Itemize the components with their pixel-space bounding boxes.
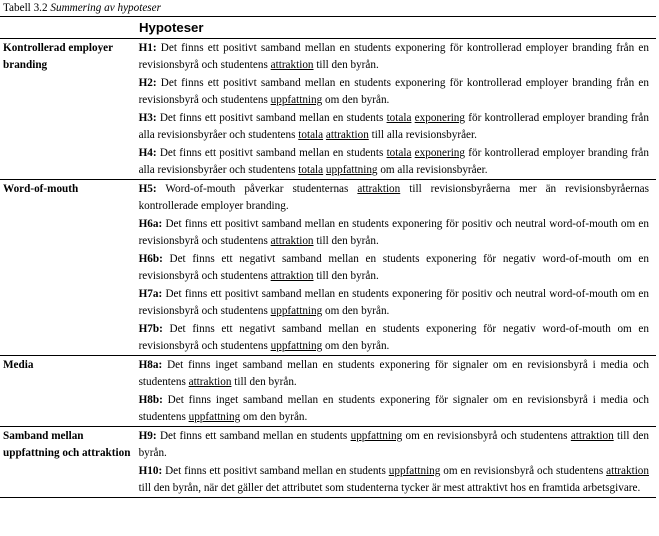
underlined-term: uppfattning [325,164,378,176]
hypothesis-code: H3: [138,112,157,124]
hypothesis [139,427,649,462]
hypothesis [139,356,649,391]
underlined-term: attraktion [270,270,314,282]
hypothesis [139,74,649,109]
hypothesis-text: Det finns inget samband mellan en students exponering för signaler om en revisionsbyrå i media och studentens [138,359,649,388]
underlined-term: attraktion [606,465,649,477]
hypothesis [139,109,649,144]
table-row [0,39,656,180]
hypothesis-text: om den byrån. [322,94,390,106]
hypothesis-code: H7b: [138,323,163,335]
hypothesis-code: H8b: [138,394,163,406]
table-row [0,356,656,427]
table-row [0,427,656,497]
hypothesis-code: H8a: [138,359,163,371]
hypothesis-text: till den byrån. [138,430,649,459]
underlined-term: uppfattning [188,411,241,423]
hypothesis-text: om den byrån. [322,340,390,352]
hypothesis-text: till revisionsbyråerna mer än revisionsbyråernas kontrollerade employer branding. [138,183,649,212]
underlined-term: uppfattning [270,340,323,352]
header-col1 [0,17,137,38]
hypothesis-text: Det finns ett negativt samband mellan en students exponering för negativ word-of-mouth om en revisionsbyrå och studentens [138,253,649,282]
header-col2: Hypoteser [139,20,204,35]
underlined-term: uppfattning [270,94,323,106]
underlined-term: attraktion [357,183,401,195]
underlined-term: attraktion [270,59,314,71]
hypothesis [139,462,649,497]
caption-number: Tabell 3.2 [3,2,48,14]
hypothesis-text: Det finns inget samband mellan en students exponering för signaler om en revisionsbyrå i media och studentens [138,394,649,423]
hypotheses-cell [137,39,656,179]
underlined-term: totala [386,147,412,159]
underlined-term: exponering [414,112,465,124]
hypothesis-text: om alla revisionsbyråer. [377,164,488,176]
hypothesis-text: för kontrollerad employer branding från alla revisionsbyråer och studentens [138,147,649,176]
hypotheses-cell [137,356,656,426]
hypothesis-text: Det finns ett samband mellan en students [156,430,351,442]
hypothesis-text: till alla revisionsbyråer. [368,129,477,141]
underlined-term: attraktion [270,235,314,247]
hypothesis-text: Det finns ett positivt samband mellan en students exponering för positiv och neutral word-of-mouth om en revisionsbyrå och studentens [138,288,649,317]
hypothesis-text: Det finns ett positivt samband mellan en students exponering för kontrollerad employer branding från en revisionsbyrå och studentens [138,77,649,106]
hypotheses-cell [137,180,656,355]
table-caption [3,1,161,15]
hypothesis-code: H7a: [138,288,163,300]
caption-title: Summering av hypoteser [50,2,161,14]
hypothesis [139,391,649,426]
table-header-row [0,17,656,39]
underlined-term: uppfattning [388,465,441,477]
underlined-term: totala [298,164,324,176]
hypothesis-text: Det finns ett positivt samband mellan en students [162,465,389,477]
hypothesis-code: H5: [138,183,157,195]
hypothesis-text: om en revisionsbyrå och studentens [440,465,607,477]
hypothesis-code: H6a: [138,218,163,230]
hypothesis-code: H4: [138,147,157,159]
hypothesis-text: Word-of-mouth påverkar studenternas [156,183,358,195]
hypothesis [139,250,649,285]
hypothesis-code: H9: [138,430,157,442]
hypotheses-table [0,16,656,498]
hypothesis-text: till den byrån. [313,235,379,247]
hypothesis [139,285,649,320]
category-label: Media [3,359,34,371]
underlined-term: uppfattning [270,305,323,317]
hypothesis [139,320,649,355]
category-label: Samband mellan uppfattning och attraktion [3,430,131,459]
hypothesis-text: Det finns ett positivt samband mellan en students [156,112,387,124]
underlined-term: uppfattning [350,430,403,442]
hypothesis-text: till den byrån. [313,59,379,71]
hypothesis-code: H2: [138,77,157,89]
hypothesis-text: Det finns ett negativt samband mellan en students exponering för negativ word-of-mouth om en revisionsbyrå och studentens [138,323,649,352]
underlined-term: attraktion [188,376,232,388]
underlined-term: attraktion [570,430,614,442]
table-body [0,39,656,497]
hypotheses-cell [137,427,656,497]
hypothesis-code: H6b: [138,253,163,265]
hypothesis-text: Det finns ett positivt samband mellan en students [156,147,387,159]
hypothesis-text: om den byrån. [322,305,390,317]
underlined-term: attraktion [325,129,369,141]
underlined-term: totala [386,112,412,124]
underlined-term: exponering [414,147,465,159]
hypothesis [139,180,649,215]
hypothesis-text: Det finns ett positivt samband mellan en students exponering för kontrollerad employer branding från en revisionsbyrå och studentens [138,42,649,71]
underlined-term: totala [298,129,324,141]
table-row [0,180,656,356]
hypothesis-text: Det finns ett positivt samband mellan en students exponering för positiv och neutral word-of-mouth om en revisionsbyrå och studentens [138,218,649,247]
hypothesis [139,144,649,179]
hypothesis [139,39,649,74]
hypothesis-text: om den byrån. [240,411,308,423]
hypothesis [139,215,649,250]
hypothesis-text: till den byrån. [231,376,297,388]
hypothesis-text: om en revisionsbyrå och studentens [402,430,571,442]
category-label: Word-of-mouth [3,183,79,195]
hypothesis-text: till den byrån, när det gäller det attributet som studenterna tycker är mest attraktivt hos en framtida arbetsgivare. [138,482,641,494]
hypothesis-text: för kontrollerad employer branding från alla revisionsbyråer och studentens [138,112,649,141]
hypothesis-code: H10: [138,465,163,477]
hypothesis-code: H1: [138,42,157,54]
category-label: Kontrollerad employer branding [3,42,113,71]
hypothesis-text: till den byrån. [313,270,379,282]
